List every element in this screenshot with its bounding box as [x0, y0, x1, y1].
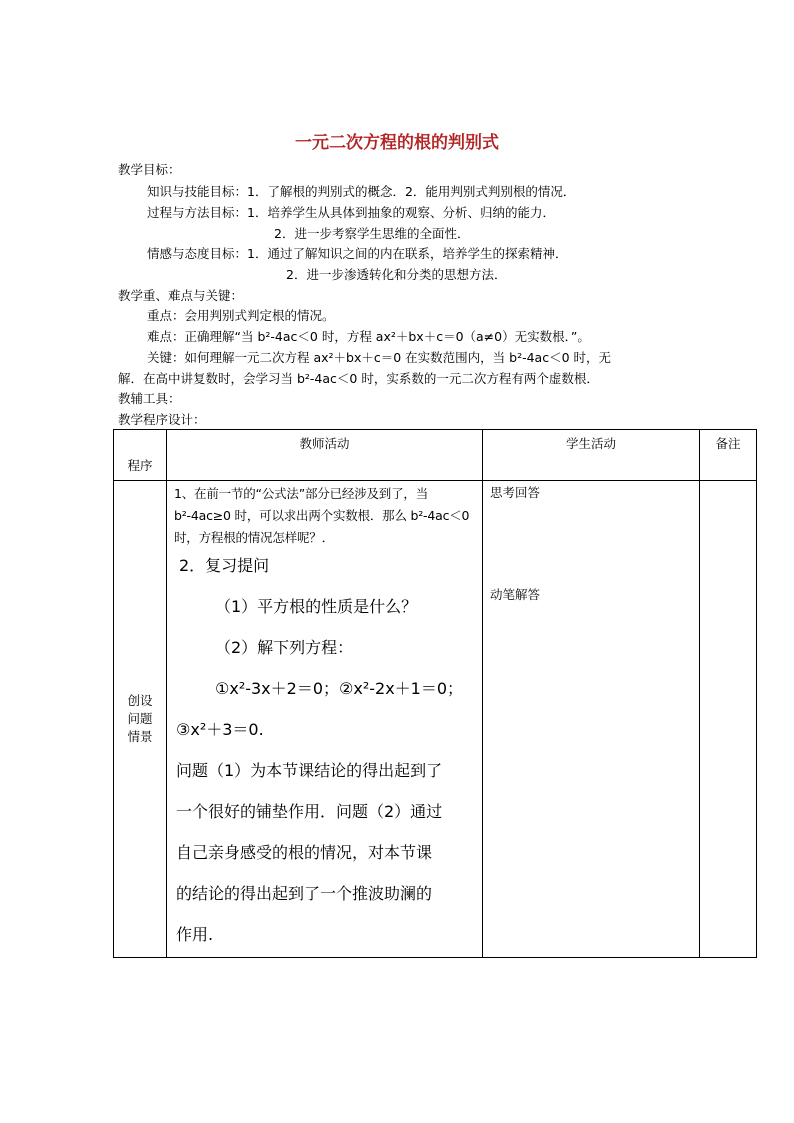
tools-heading: 教辅工具： — [118, 391, 181, 406]
objectives-heading: 教学目标： — [118, 162, 181, 177]
comment-line-2: 一个很好的铺垫作用．问题（2）通过 — [176, 802, 443, 821]
student-activity-2: 动笔解答 — [490, 587, 541, 602]
objective-process-2: 2．进一步考察学生思维的全面性． — [274, 226, 470, 241]
document-title: 一元二次方程的根的判别式 — [295, 133, 499, 153]
difficulty: 难点：正确理解“当 b²-4ac＜0 时，方程 ax²＋bx＋c＝0（a≠0）无实数根．”。 — [147, 329, 590, 344]
keypoints-heading: 教学重、难点与关键： — [118, 288, 244, 303]
comment-line-4: 的结论的得出起到了一个推波助澜的 — [176, 884, 433, 903]
lesson-table — [113, 429, 757, 958]
review-heading: 2．复习提问 — [179, 556, 270, 575]
header-teacher: 教师活动 — [167, 430, 483, 481]
teacher-intro: 1、在前一节的“公式法”部分已经涉及到了，当 b²-4ac≥0 时，可以求出两个实数根．那么 b²-4ac＜0 时，方程根的情况怎样呢？． — [174, 486, 470, 545]
objective-process-1: 过程与方法目标：1．培养学生从具体到抽象的观察、分析、归纳的能力． — [147, 205, 555, 220]
objective-emotion-2: 2．进一步渗透转化和分类的思想方法． — [286, 267, 507, 282]
stage-cell — [114, 481, 167, 958]
comment-line-1: 问题（1）为本节课结论的得出起到了 — [176, 761, 443, 780]
stage-line: 创设 — [127, 693, 153, 708]
comment-line-5: 作用. — [176, 925, 214, 944]
header-procedure: 程序 — [114, 430, 167, 481]
note-cell — [700, 481, 757, 958]
objective-knowledge: 知识与技能目标：1．了解根的判别式的概念．2．能用判别式判别根的情况． — [147, 184, 576, 199]
key-line-1: 关键：如何理解一元二次方程 ax²＋bx＋c＝0 在实数范围内，当 b²-4ac＜0 时，无 — [147, 350, 612, 365]
key-line-2: 解．在高中讲复数时，会学习当 b²-4ac＜0 时，实系数的一元二次方程有两个虚数根． — [118, 371, 599, 386]
key-point: 重点：会用判别式判定根的情况。 — [147, 308, 335, 323]
review-question-2: （2）解下列方程： — [215, 638, 354, 657]
header-note: 备注 — [700, 430, 757, 481]
student-cell — [483, 481, 700, 958]
review-question-1: （1）平方根的性质是什么？ — [215, 597, 418, 616]
student-activity-1: 思考回答 — [490, 485, 541, 500]
header-student: 学生活动 — [483, 430, 700, 481]
stage-line: 情景 — [127, 729, 153, 744]
equations-line-1: ①x²-3x＋2＝0；②x²-2x＋1＝0； — [215, 679, 464, 698]
procedure-heading: 教学程序设计： — [118, 412, 206, 427]
objective-emotion-1: 情感与态度目标：1．通过了解知识之间的内在联系，培养学生的探索精神． — [147, 246, 568, 261]
comment-line-3: 自己亲身感受的根的情况，对本节课 — [176, 843, 433, 862]
equations-line-2: ③x²＋3＝0. — [176, 720, 264, 739]
teacher-cell — [167, 481, 483, 958]
table-header-row — [114, 430, 757, 481]
table-row — [114, 481, 757, 958]
stage-line: 问题 — [127, 711, 153, 726]
